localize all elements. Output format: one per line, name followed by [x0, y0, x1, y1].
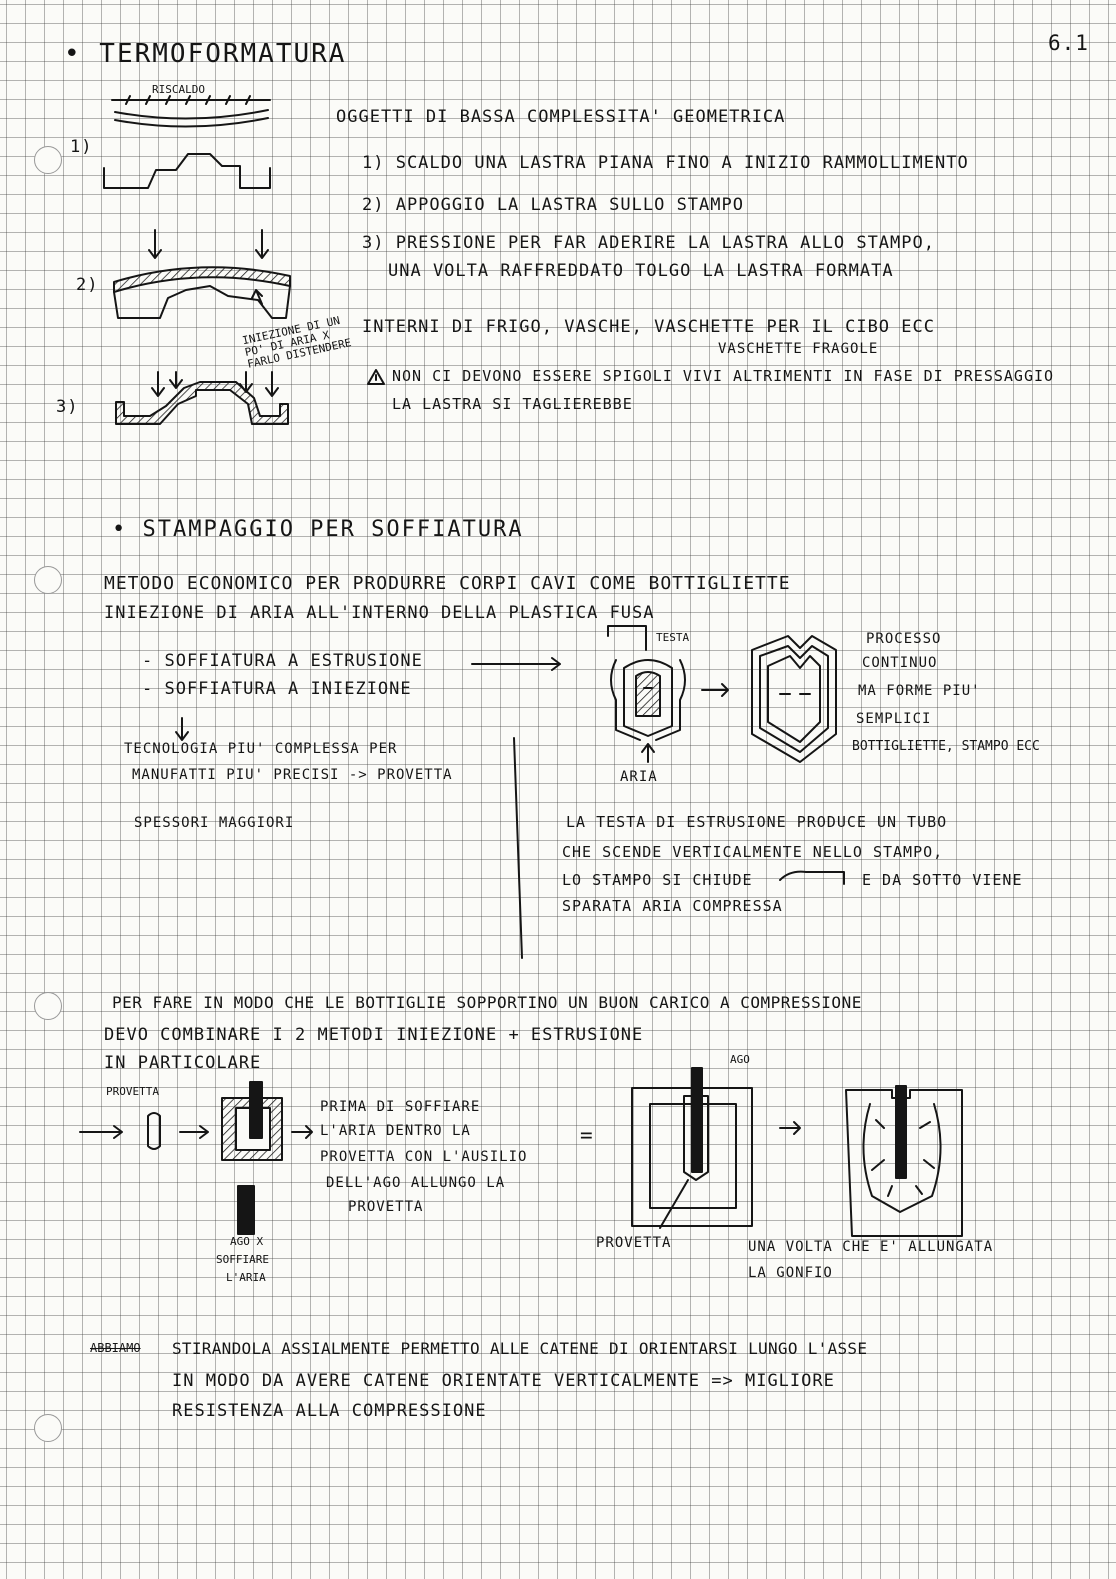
final-lead: ABBIAMO [90, 1341, 141, 1355]
label-provetta-bottom: PROVETTA [596, 1235, 672, 1251]
equals-sign: = [580, 1123, 594, 1147]
arrow-right [780, 1122, 800, 1134]
sketch-label-heat: RISCALDO [152, 83, 205, 96]
divider-line [514, 738, 522, 958]
section-title-termoformatura: • TERMOFORMATURA [64, 39, 347, 69]
step-1: 1) SCALDO UNA LASTRA PIANA FINO A INIZIO RAMMOLLIMENTO [362, 153, 969, 173]
injection-note-2: MANUFATTI PIU' PRECISI -> PROVETTA [132, 767, 453, 783]
warning-line-2: LA LASTRA SI TAGLIEREBBE [392, 395, 633, 413]
explanation-3: PROVETTA CON L'AUSILIO [320, 1149, 528, 1165]
arrow-right [80, 1126, 122, 1138]
pressed-sheet-sketch [116, 372, 288, 424]
arrow-down [256, 230, 268, 258]
extrusion-desc-3: LO STAMPO SI CHIUDE [562, 871, 753, 889]
arrow-down [149, 230, 161, 258]
injection-note-3: SPESSORI MAGGIORI [134, 815, 295, 831]
explanation-1: PRIMA DI SOFFIARE [320, 1099, 481, 1115]
explanation-4: DELL'AGO ALLUNGO LA [326, 1175, 506, 1191]
air-injection-note: INIEZIONE DI UN PO' DI ARIA X FARLO DISTENDERE [241, 313, 353, 372]
final-line-1: STIRANDOLA ASSIALMENTE PERMETTO ALLE CATENE DI ORIENTARSI LUNGO L'ASSE [172, 1339, 868, 1358]
arrow-right [292, 1126, 312, 1138]
warning-icon [368, 370, 384, 384]
explanation-5: PROVETTA [348, 1199, 424, 1215]
process-note-2: CONTINUO [862, 655, 938, 671]
mould-profile-sketch [104, 154, 270, 188]
step-3-continued: UNA VOLTA RAFFREDDATO TOLGO LA LASTRA FORMATA [388, 261, 894, 281]
extrusion-die-sketch [608, 626, 685, 762]
extrusion-desc-1: LA TESTA DI ESTRUSIONE PRODUCE UN TUBO [566, 813, 948, 831]
arrow-down [176, 718, 188, 740]
arrow-right [180, 1126, 208, 1138]
inflated-bottle-sketch [846, 1086, 962, 1236]
sketch-number-3: 3) [56, 397, 79, 417]
preform-tube-sketch [148, 1113, 160, 1149]
warning-line-1: NON CI DEVONO ESSERE SPIGOLI VIVI ALTRIMENTI IN FASE DI PRESSAGGIO [392, 367, 1055, 385]
long-arrow [472, 658, 560, 670]
page-number: 6.1 [1048, 31, 1089, 55]
combined-line-1: PER FARE IN MODO CHE LE BOTTIGLIE SOPPORTINO UN BUON CARICO A COMPRESSIONE [112, 993, 862, 1012]
process-note-5: BOTTIGLIETTE, STAMPO ECC [852, 739, 1040, 754]
step-2: 2) APPOGGIO LA LASTRA SULLO STAMPO [362, 195, 744, 215]
extrusion-desc-2: CHE SCENDE VERTICALMENTE NELLO STAMPO, [562, 843, 944, 861]
closing-mould-glyph [780, 872, 844, 884]
ago-caption-1: AGO X [230, 1235, 264, 1248]
process-note-4: SEMPLICI [856, 711, 932, 727]
arrow-right [702, 684, 728, 696]
stampaggio-line-1: METODO ECONOMICO PER PRODURRE CORPI CAVI COME BOTTIGLIETTE [104, 573, 791, 594]
final-line-2: IN MODO DA AVERE CATENE ORIENTATE VERTICALMENTE => MIGLIORE [172, 1371, 835, 1391]
ago-caption-3: L'ARIA [226, 1271, 266, 1284]
examples: INTERNI DI FRIGO, VASCHE, VASCHETTE PER IL CIBO ECC [362, 317, 935, 337]
explanation-2: L'ARIA DENTRO LA [320, 1123, 471, 1139]
sketch-label-testa: TESTA [656, 631, 690, 644]
termoformatura-lead: OGGETTI DI BASSA COMPLESSITA' GEOMETRICA [336, 107, 786, 127]
result-1: UNA VOLTA CHE E' ALLUNGATA [748, 1239, 994, 1255]
combined-line-3: IN PARTICOLARE [104, 1053, 262, 1073]
sketch-number-2: 2) [76, 275, 99, 295]
label-provetta: PROVETTA [106, 1085, 159, 1098]
step-3: 3) PRESSIONE PER FAR ADERIRE LA LASTRA ALLO STAMPO, [362, 233, 935, 253]
process-note-3: MA FORME PIU' [858, 683, 981, 699]
section-title-stampaggio: • STAMPAGGIO PER SOFFIATURA [112, 517, 524, 542]
combined-line-2: DEVO COMBINARE I 2 METODI INIEZIONE + ESTRUSIONE [104, 1025, 644, 1045]
sketch-number-1: 1) [70, 137, 93, 157]
label-ago: AGO [730, 1053, 750, 1066]
injection-note-1: TECNOLOGIA PIU' COMPLESSA PER [124, 741, 398, 757]
sheet-heating-sketch [112, 96, 270, 127]
process-note-1: PROCESSO [866, 631, 942, 647]
sheet-on-mould-sketch [114, 267, 290, 318]
result-2: LA GONFIO [748, 1265, 833, 1281]
examples-sub: VASCHETTE FRAGOLE [718, 341, 879, 357]
final-line-3: RESISTENZA ALLA COMPRESSIONE [172, 1401, 487, 1421]
ago-caption-2: SOFFIARE [216, 1253, 269, 1266]
method-injection: - SOFFIATURA A INIEZIONE [142, 679, 412, 699]
blown-bottle-sketch [752, 636, 836, 762]
injection-mould-sketch [222, 1082, 282, 1234]
stretch-mould-sketch [632, 1068, 752, 1228]
sketch-label-aria: ARIA [620, 769, 658, 785]
method-extrusion: - SOFFIATURA A ESTRUSIONE [142, 651, 423, 671]
stampaggio-line-2: INIEZIONE DI ARIA ALL'INTERNO DELLA PLASTICA FUSA [104, 603, 655, 623]
extrusion-desc-4: E DA SOTTO VIENE [862, 871, 1023, 889]
extrusion-desc-5: SPARATA ARIA COMPRESSA [562, 897, 783, 915]
